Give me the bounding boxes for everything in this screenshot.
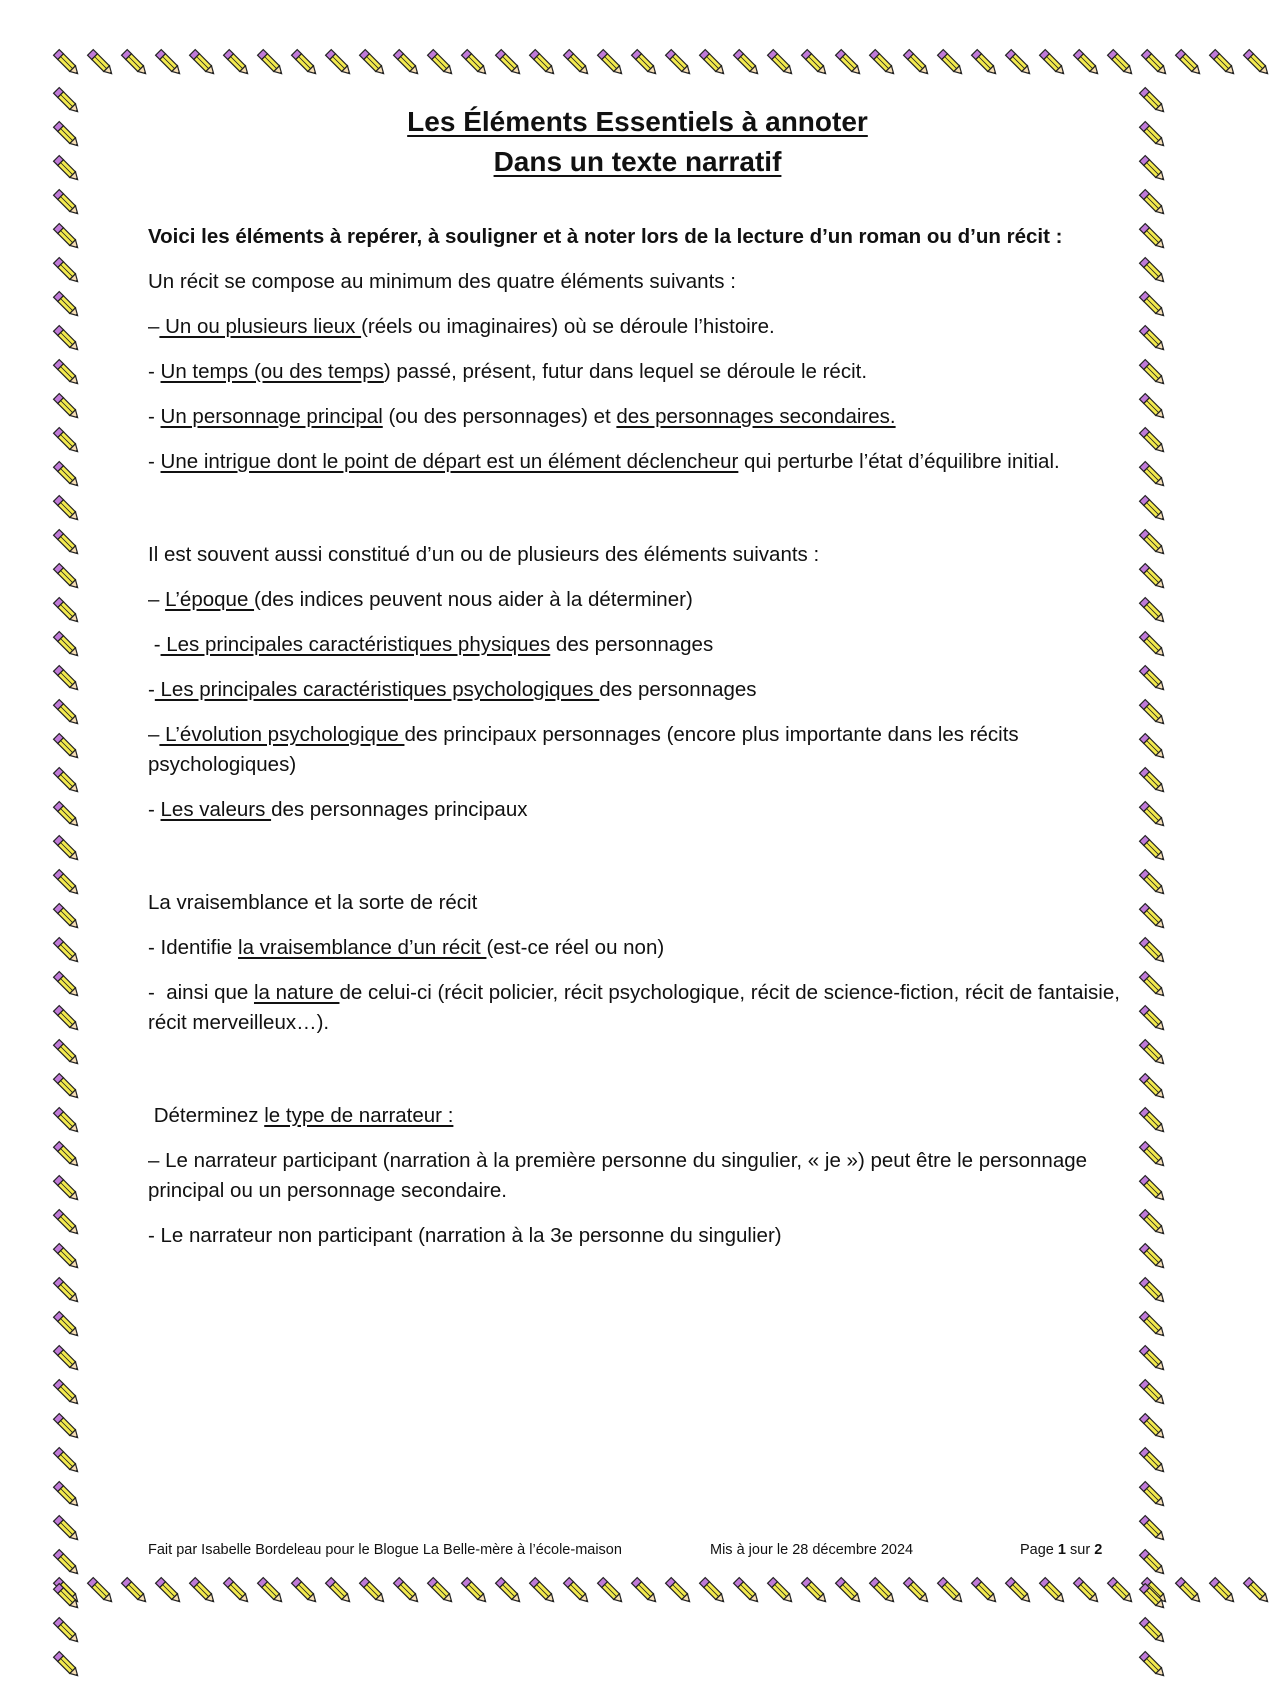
section1-heading: Un récit se compose au minimum des quatre éléments suivants : — [148, 270, 736, 293]
pencil-icon — [1136, 356, 1170, 390]
pencil-icon — [1104, 46, 1138, 80]
pencil-icon — [50, 764, 84, 798]
pencil-icon — [866, 1574, 900, 1608]
pencil-icon — [220, 46, 254, 80]
pencil-icon — [1136, 1580, 1170, 1614]
pencil-icon — [900, 1574, 934, 1608]
section2-item-physical: - Les principales caractéristiques physiques des personnages — [148, 633, 714, 656]
pencil-icon — [50, 1444, 84, 1478]
pencil-icon — [1136, 594, 1170, 628]
underlined-term: Les principales caractéristiques psychologiques — [154, 678, 600, 701]
pencil-icon — [50, 254, 84, 288]
pencil-icon — [50, 288, 84, 322]
pencil-icon — [730, 1574, 764, 1608]
pencil-icon — [1136, 186, 1170, 220]
pencil-icon — [1136, 1376, 1170, 1410]
pencil-icon — [594, 46, 628, 80]
pencil-icon — [934, 46, 968, 80]
pencil-icon — [424, 1574, 458, 1608]
spacer — [148, 840, 1133, 888]
pencil-icon — [526, 46, 560, 80]
pencil-icon — [628, 46, 662, 80]
pencil-icon — [356, 46, 390, 80]
pencil-icon — [50, 458, 84, 492]
pencil-icon — [50, 662, 84, 696]
pencil-icon — [764, 46, 798, 80]
footer-page-number: Page 1 sur 2 — [1020, 1542, 1103, 1558]
pencil-icon — [1136, 1002, 1170, 1036]
pencil-icon — [798, 1574, 832, 1608]
spacer — [148, 492, 1133, 540]
pencil-icon — [968, 46, 1002, 80]
pencil-icon — [254, 46, 288, 80]
pencil-icon — [1136, 1036, 1170, 1070]
pencil-icon — [50, 1648, 84, 1682]
pencil-icon — [1138, 46, 1172, 80]
pencil-icon — [50, 1512, 84, 1546]
pencil-icon — [50, 46, 84, 80]
footer-updated-date: Mis à jour le 28 décembre 2024 — [710, 1542, 914, 1558]
pencil-icon — [288, 46, 322, 80]
document-body — [148, 222, 1133, 1266]
pencil-icon — [1136, 1104, 1170, 1138]
pencil-icon — [322, 1574, 356, 1608]
pencil-icon — [50, 798, 84, 832]
pencil-icon — [458, 1574, 492, 1608]
pencil-icon — [50, 934, 84, 968]
spacer — [148, 1053, 1133, 1101]
underlined-term: la nature — [253, 981, 340, 1004]
pencil-icon — [1136, 1342, 1170, 1376]
pencil-icon — [50, 492, 84, 526]
section4-heading: Déterminez le type de narrateur : — [148, 1104, 454, 1127]
pencil-icon — [696, 46, 730, 80]
pencil-icon — [560, 1574, 594, 1608]
pencil-icon — [1136, 1648, 1170, 1682]
pencil-icon — [50, 1240, 84, 1274]
section3-heading: La vraisemblance et la sorte de récit — [148, 891, 478, 914]
pencil-icon — [1136, 1512, 1170, 1546]
pencil-icon — [50, 1478, 84, 1512]
pencil-icon — [50, 1036, 84, 1070]
underlined-term: Les principales caractéristiques physiques — [160, 633, 551, 656]
pencil-icon — [50, 968, 84, 1002]
pencil-icon — [50, 424, 84, 458]
pencil-icon — [1172, 1574, 1206, 1608]
pencil-icon — [1136, 900, 1170, 934]
pencil-icon — [730, 46, 764, 80]
pencil-icon — [1136, 1206, 1170, 1240]
underlined-term: le type de narrateur : — [264, 1104, 454, 1127]
pencil-icon — [1136, 1410, 1170, 1444]
intro-paragraph: Voici les éléments à repérer, à souligner et à noter lors de la lecture d’un roman ou d’un récit : — [148, 225, 1063, 248]
underlined-term: Un personnage principal — [160, 405, 383, 428]
footer-credit: Fait par Isabelle Bordeleau pour le Blogue La Belle-mère à l’école-maison — [148, 1542, 622, 1558]
pencil-icon — [84, 46, 118, 80]
pencil-icon — [50, 186, 84, 220]
pencil-icon — [832, 46, 866, 80]
pencil-icon — [50, 1002, 84, 1036]
pencil-icon — [1136, 1546, 1170, 1580]
pencil-icon — [1136, 1444, 1170, 1478]
pencil-icon — [934, 1574, 968, 1608]
pencil-icon — [1136, 1240, 1170, 1274]
pencil-border-bottom — [50, 1574, 1225, 1608]
pencil-icon — [356, 1574, 390, 1608]
pencil-icon — [628, 1574, 662, 1608]
pencil-icon — [1136, 220, 1170, 254]
pencil-icon — [50, 1070, 84, 1104]
pencil-icon — [254, 1574, 288, 1608]
pencil-icon — [1206, 1574, 1240, 1608]
pencil-icon — [50, 560, 84, 594]
pencil-icon — [1206, 46, 1240, 80]
pencil-icon — [322, 46, 356, 80]
pencil-icon — [1136, 458, 1170, 492]
pencil-icon — [1240, 46, 1274, 80]
pencil-icon — [186, 1574, 220, 1608]
pencil-icon — [1136, 798, 1170, 832]
pencil-icon — [390, 46, 424, 80]
title-line-2: Dans un texte narratif — [493, 146, 782, 177]
pencil-icon — [220, 1574, 254, 1608]
pencil-icon — [1136, 560, 1170, 594]
pencil-icon — [1136, 1070, 1170, 1104]
pencil-icon — [1136, 866, 1170, 900]
pencil-icon — [526, 1574, 560, 1608]
section2-heading: Il est souvent aussi constitué d’un ou de plusieurs des éléments suivants : — [148, 543, 820, 566]
pencil-icon — [50, 730, 84, 764]
pencil-icon — [84, 1574, 118, 1608]
pencil-icon — [50, 1274, 84, 1308]
section1-item-time: - Un temps (ou des temps) passé, présent, futur dans lequel se déroule le récit. — [148, 360, 868, 383]
pencil-icon — [1136, 390, 1170, 424]
title-line-1: Les Éléments Essentiels à annoter — [407, 106, 868, 137]
pencil-icon — [1036, 46, 1070, 80]
pencil-icon — [1136, 424, 1170, 458]
pencil-icon — [118, 46, 152, 80]
section2-item-values: - Les valeurs des personnages principaux — [148, 798, 528, 821]
pencil-icon — [50, 1138, 84, 1172]
pencil-icon — [1136, 662, 1170, 696]
pencil-icon — [1136, 1478, 1170, 1512]
section1-item-characters: - Un personnage principal (ou des personnages) et des personnages secondaires. — [148, 405, 896, 428]
pencil-icon — [866, 46, 900, 80]
pencil-icon — [1136, 1308, 1170, 1342]
underlined-term: Les valeurs — [160, 798, 272, 821]
pencil-icon — [50, 322, 84, 356]
pencil-icon — [1136, 696, 1170, 730]
underlined-term: L’époque — [165, 588, 255, 611]
underlined-term: Une intrigue dont le point de départ est un élément déclencheur — [160, 450, 739, 473]
pencil-icon — [764, 1574, 798, 1608]
section2-item-psychological: - Les principales caractéristiques psychologiques des personnages — [148, 678, 757, 701]
pencil-icon — [50, 1410, 84, 1444]
pencil-icon — [50, 356, 84, 390]
pencil-icon — [560, 46, 594, 80]
pencil-icon — [1136, 1138, 1170, 1172]
pencil-icon — [50, 832, 84, 866]
pencil-icon — [798, 46, 832, 80]
pencil-icon — [492, 1574, 526, 1608]
underlined-term: Un temps (ou des temps — [160, 360, 384, 383]
pencil-icon — [1136, 254, 1170, 288]
pencil-icon — [50, 1546, 84, 1580]
pencil-icon — [50, 526, 84, 560]
pencil-icon — [50, 1580, 84, 1614]
pencil-icon — [118, 1574, 152, 1608]
pencil-icon — [50, 866, 84, 900]
pencil-icon — [1136, 288, 1170, 322]
section1-item-plot: - Une intrigue dont le point de départ est un élément déclencheur qui perturbe l’état d’équilibre initial. — [148, 450, 1060, 473]
underlined-term: Un ou plusieurs lieux — [159, 315, 362, 338]
pencil-icon — [50, 1376, 84, 1410]
pencil-icon — [50, 696, 84, 730]
pencil-icon — [1136, 968, 1170, 1002]
pencil-icon — [50, 1342, 84, 1376]
pencil-icon — [50, 1308, 84, 1342]
pencil-icon — [696, 1574, 730, 1608]
pencil-icon — [1070, 46, 1104, 80]
pencil-icon — [1136, 730, 1170, 764]
pencil-icon — [50, 390, 84, 424]
pencil-icon — [186, 46, 220, 80]
pencil-icon — [1036, 1574, 1070, 1608]
pencil-icon — [1002, 1574, 1036, 1608]
pencil-border-left — [50, 84, 84, 1566]
pencil-icon — [1136, 526, 1170, 560]
page-title — [0, 102, 1275, 182]
section4-item-participant: – Le narrateur participant (narration à la première personne du singulier, « je ») peut être le personnage principal ou un personnage secondaire. — [148, 1149, 1088, 1202]
pencil-icon — [1136, 1274, 1170, 1308]
pencil-icon — [50, 1104, 84, 1138]
pencil-border-right — [1136, 84, 1170, 1566]
section1-item-places: – Un ou plusieurs lieux (réels ou imaginaires) où se déroule l’histoire. — [148, 315, 775, 338]
pencil-icon — [152, 1574, 186, 1608]
pencil-icon — [1136, 492, 1170, 526]
pencil-icon — [1136, 764, 1170, 798]
pencil-border-top — [50, 46, 1225, 80]
underlined-term: des personnages secondaires. — [616, 405, 896, 428]
pencil-icon — [50, 1614, 84, 1648]
pencil-icon — [1172, 46, 1206, 80]
pencil-icon — [50, 628, 84, 662]
pencil-icon — [390, 1574, 424, 1608]
section2-item-evolution: – L’évolution psychologique des principaux personnages (encore plus importante dans les récits psychologiques) — [148, 723, 1019, 776]
section4-item-non-participant: - Le narrateur non participant (narration à la 3e personne du singulier) — [148, 1224, 782, 1247]
pencil-icon — [832, 1574, 866, 1608]
pencil-icon — [1136, 832, 1170, 866]
pencil-icon — [900, 46, 934, 80]
pencil-icon — [50, 900, 84, 934]
pencil-icon — [492, 46, 526, 80]
pencil-icon — [1240, 1574, 1274, 1608]
pencil-icon — [1136, 934, 1170, 968]
underlined-term: L’évolution psychologique — [159, 723, 405, 746]
pencil-icon — [50, 220, 84, 254]
pencil-icon — [662, 46, 696, 80]
pencil-icon — [1002, 46, 1036, 80]
page-footer — [148, 1542, 1123, 1558]
pencil-icon — [594, 1574, 628, 1608]
pencil-icon — [1136, 1172, 1170, 1206]
pencil-icon — [662, 1574, 696, 1608]
pencil-icon — [1136, 628, 1170, 662]
section3-item-plausibility: - Identifie la vraisemblance d’un récit (est-ce réel ou non) — [148, 936, 665, 959]
pencil-icon — [50, 594, 84, 628]
pencil-icon — [1136, 1614, 1170, 1648]
section3-item-nature: - ainsi que la nature de celui-ci (récit policier, récit psychologique, récit de science-fiction, récit de fantaisie, récit merveilleux…). — [148, 981, 1120, 1034]
pencil-icon — [288, 1574, 322, 1608]
pencil-icon — [152, 46, 186, 80]
underlined-term: la vraisemblance d’un récit — [238, 936, 487, 959]
pencil-icon — [50, 1206, 84, 1240]
pencil-icon — [1070, 1574, 1104, 1608]
pencil-icon — [50, 1172, 84, 1206]
pencil-icon — [458, 46, 492, 80]
pencil-icon — [1104, 1574, 1138, 1608]
section2-item-era: – L’époque (des indices peuvent nous aider à la déterminer) — [148, 588, 693, 611]
pencil-icon — [424, 46, 458, 80]
pencil-icon — [1136, 322, 1170, 356]
pencil-icon — [968, 1574, 1002, 1608]
